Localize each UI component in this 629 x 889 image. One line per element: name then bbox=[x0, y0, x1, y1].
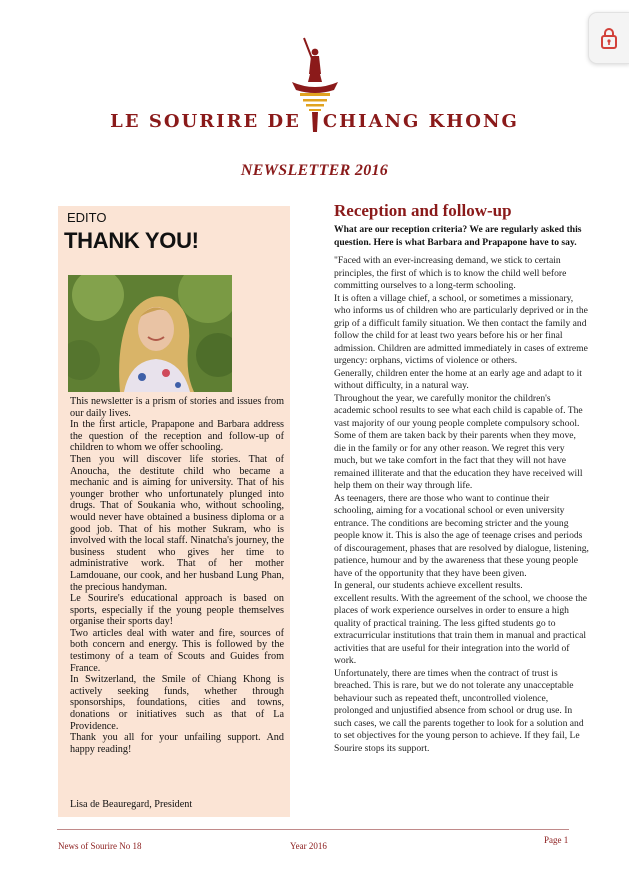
article-paragraph: excellent results. With the agreement of the school, we choose the places of work experience ourselves in order to ensure a high quality of practical training. The less gifted students go to extracurricular institutions that train them in manual and practical activities that are useful for their integration into the world of work. bbox=[334, 592, 588, 666]
edito-paragraph: This newsletter is a prism of stories and issues from our daily lives. bbox=[70, 396, 284, 419]
article-paragraph: As teenagers, there are those who want to continue their schooling, aiming for a vocational school or even university entrance. The conditions are becoming stricter and the young people know it. This is also the age of teenage crises and periods of discouragement, phases that are resolved by dialogue, listening, patience, humour and by the awareness that these young people have of the opportunity that they have been given. bbox=[334, 492, 589, 579]
brand-title-right: CHIANG KHONG bbox=[322, 111, 519, 132]
brand-title bbox=[0, 111, 629, 132]
lock-button[interactable] bbox=[588, 12, 629, 64]
footer-year: Year 2016 bbox=[290, 841, 327, 851]
article-paragraph: It is often a village chief, a school, or sometimes a missionary, who informs us of children who are particularly deprived or in the grip of a difficult family situation. We then contact the family and follow the child for at least two years before his or her final admission. Children are admitted immediately in cases of extreme urgency: orphans, victims of violence or others. bbox=[334, 292, 588, 366]
edito-text bbox=[70, 396, 284, 755]
article-paragraph: Generally, children enter the home at an early age and adapt to it without difficulty, in a natural way. bbox=[334, 367, 582, 391]
edito-paragraph: In the first article, Prapapone and Barbara address the question of the reception and follow-up of children to whom we offer schooling. bbox=[70, 419, 284, 454]
president-photo bbox=[68, 275, 232, 392]
edito-signature: Lisa de Beauregard, President bbox=[70, 799, 193, 810]
edito-label: EDITO bbox=[67, 210, 107, 225]
edito-paragraph: Le Sourire's educational approach is based on sports, especially if the young people themselves organise their sports day! bbox=[70, 593, 284, 628]
article-paragraph: Throughout the year, we carefully monitor the children's academic school results to see what each child is capable of. The vast majority of our young people complete compulsory school. Some of them are taken back by their parents when they move, die in the family or for any other reason. We regret this very much, but we take comfort in the fact that they will not have remained illiterate and that the education they have received will help them on their way through life. bbox=[334, 392, 583, 491]
edito-box bbox=[58, 206, 290, 817]
edito-heading: THANK YOU! bbox=[64, 228, 199, 253]
article-body bbox=[334, 255, 589, 755]
article-paragraph: "Faced with an ever-increasing demand, we stick to certain principles, the first of which is to know the child well before committing ourselves to a long-term schooling. bbox=[334, 255, 567, 291]
edito-paragraph: Then you will discover life stories. That of Anoucha, the destitute child who became a mechanic and is aiming for university. That of his younger brother who unfortunately plunged into drugs. That of Soukania who, without schooling, would never have obtained a business diploma or a good job. That of his mother Sukram, who is involved with the local staff. Ninatcha's journey, the business student who gives her time to administrative work. That of her mother Lamdouane, our cook, and her husband Lung Phan, the precious handyman. bbox=[70, 453, 284, 593]
article-paragraph: In general, our students achieve excellent results. bbox=[334, 580, 523, 591]
edito-paragraph: Two articles deal with water and fire, sources of both concern and energy. This is followed by the testimony of a team of Scouts and Guides from France. bbox=[70, 627, 284, 674]
brand-title-left: LE SOURIRE DE bbox=[110, 111, 301, 132]
lock-icon bbox=[601, 27, 617, 49]
footer-divider bbox=[57, 829, 569, 830]
footer-issue: News of Sourire No 18 bbox=[58, 841, 142, 851]
article-paragraph: Unfortunately, there are times when the contract of trust is breached. This is rare, but we do not tolerate any unacceptable behaviour such as repeated theft, uncontrolled violence, prolonged and unjustified absence from school or drug use. In such cases, we call the parents together to look for a solution and to set objectives for the young person to achieve. If they fail, Le Sourire stops its support. bbox=[334, 667, 584, 754]
newsletter-title: NEWSLETTER 2016 bbox=[240, 162, 389, 179]
footer-page-number: Page 1 bbox=[544, 835, 569, 845]
article-title: Reception and follow-up bbox=[334, 201, 512, 220]
article-lead: What are our reception criteria? We are regularly asked this question. Here is what Barbara and Prapapone have to say. bbox=[334, 224, 582, 248]
edito-paragraph: In Switzerland, the Smile of Chiang Khong is actively seeking funds, whether through sponsorships, foundations, cities and towns, donations or initiatives such as that of La Providence. bbox=[70, 674, 284, 732]
edito-paragraph: Thank you all for your unfailing support. And happy reading! bbox=[70, 732, 284, 755]
